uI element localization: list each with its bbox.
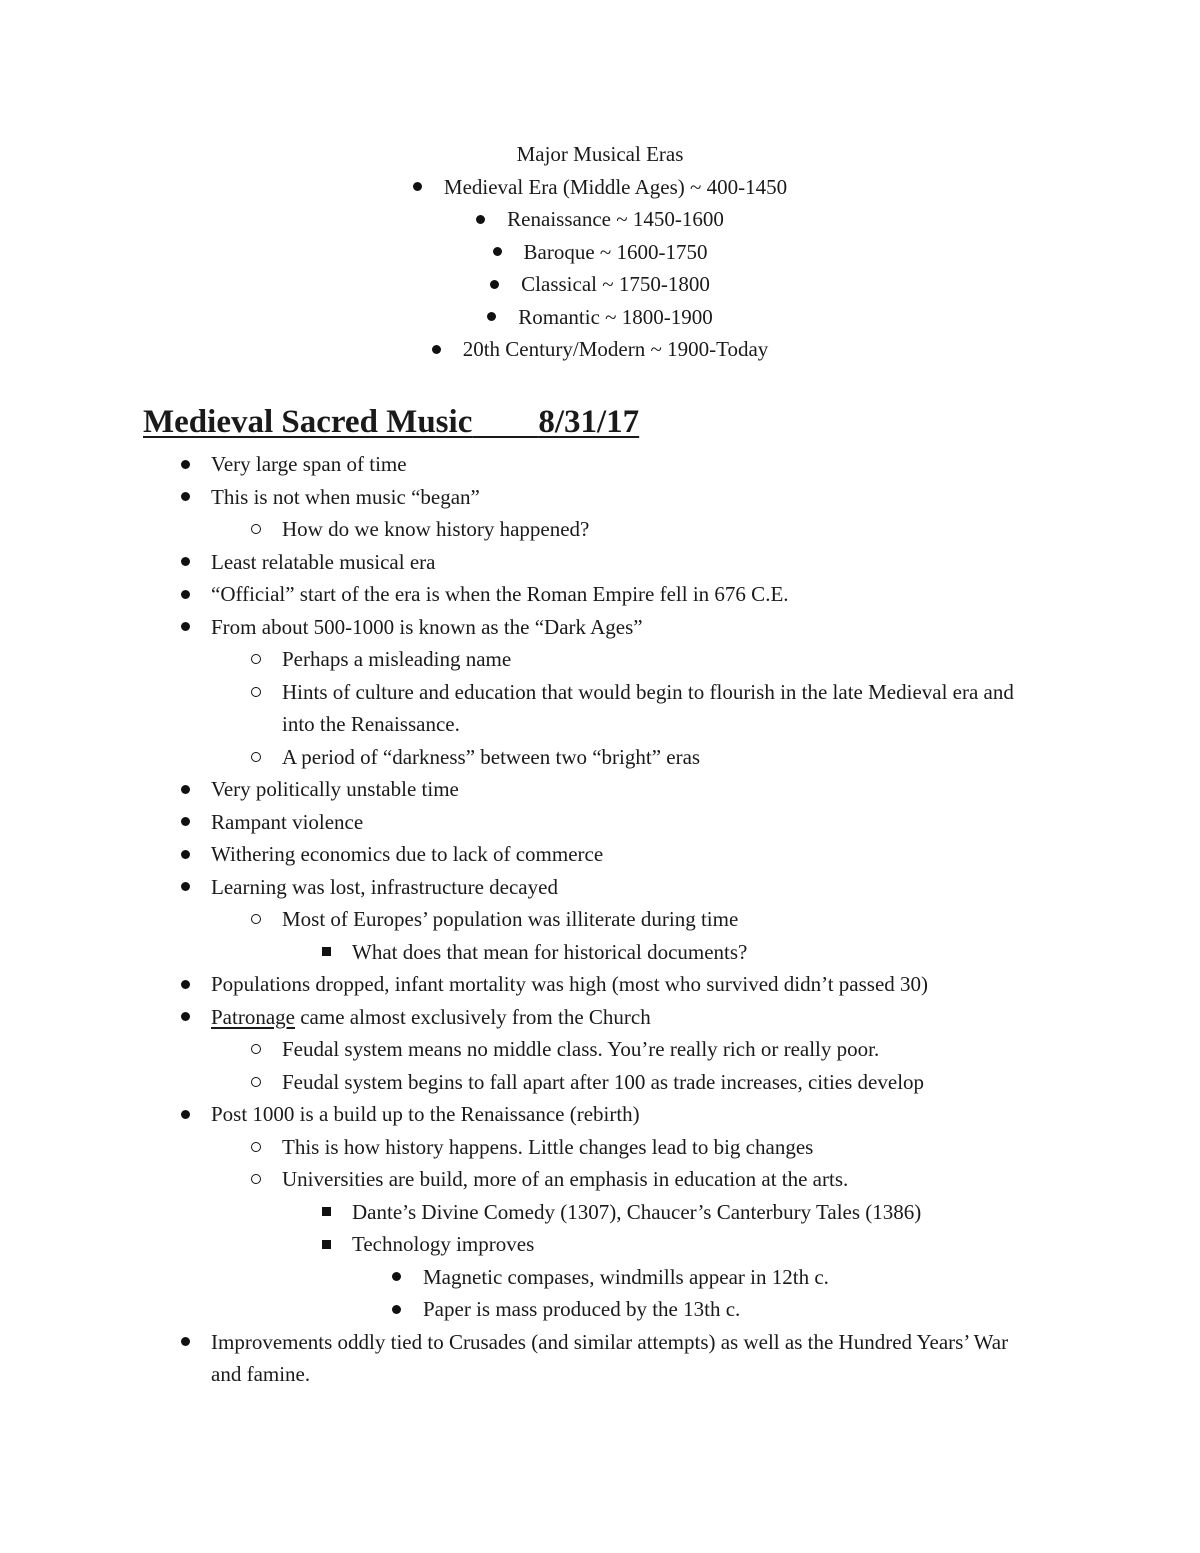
bullet-icon: [476, 215, 485, 224]
square-bullet-icon: [322, 1240, 331, 1249]
bullet-icon: [181, 980, 190, 989]
bullet-icon: [181, 492, 190, 501]
list-item: Patronage came almost exclusively from the Church: [0, 1001, 1200, 1034]
bullet-icon: [490, 280, 499, 289]
era-item: Medieval Era (Middle Ages) ~ 400-1450: [0, 171, 1200, 204]
circle-bullet-icon: [251, 1142, 261, 1152]
list-item: From about 500-1000 is known as the “Dark Ages”: [0, 611, 1200, 644]
era-item: 20th Century/Modern ~ 1900-Today: [0, 333, 1200, 366]
list-item: Least relatable musical era: [0, 546, 1200, 579]
circle-bullet-icon: [251, 687, 261, 697]
bullet-icon: [181, 785, 190, 794]
bullet-icon: [181, 882, 190, 891]
list-item: Universities are build, more of an emphasis in education at the arts.: [0, 1163, 1200, 1196]
bullet-icon: [181, 1012, 190, 1021]
bullet-icon: [181, 590, 190, 599]
bullet-icon: [181, 1337, 190, 1346]
circle-bullet-icon: [251, 524, 261, 534]
list-item: Dante’s Divine Comedy (1307), Chaucer’s Canterbury Tales (1386): [0, 1196, 1200, 1229]
bullet-icon: [181, 622, 190, 631]
eras-title: Major Musical Eras: [516, 142, 684, 166]
list-item: Feudal system means no middle class. You’re really rich or really poor.: [0, 1033, 1200, 1066]
heading-title: Medieval Sacred Music: [143, 404, 473, 440]
circle-bullet-icon: [251, 1044, 261, 1054]
era-item: Renaissance ~ 1450-1600: [0, 203, 1200, 236]
section-heading: [143, 400, 639, 444]
eras-list: [0, 138, 1200, 366]
circle-bullet-icon: [251, 1077, 261, 1087]
underlined-term: Patronage: [211, 1004, 295, 1029]
list-item: Magnetic compases, windmills appear in 12th c.: [0, 1261, 1200, 1294]
list-item: Very large span of time: [0, 448, 1200, 481]
bullet-icon: [487, 312, 496, 321]
bullet-icon: [181, 460, 190, 469]
list-item: Most of Europes’ population was illiterate during time: [0, 903, 1200, 936]
square-bullet-icon: [322, 947, 331, 956]
list-item: Hints of culture and education that would begin to flourish in the late Medieval era and into the Renaissance.: [0, 676, 1200, 741]
list-item: This is how history happens. Little changes lead to big changes: [0, 1131, 1200, 1164]
bullet-icon: [493, 247, 502, 256]
bullet-icon: [181, 850, 190, 859]
list-item: Populations dropped, infant mortality was high (most who survived didn’t passed 30): [0, 968, 1200, 1001]
list-item: “Official” start of the era is when the Roman Empire fell in 676 C.E.: [0, 578, 1200, 611]
list-item: Improvements oddly tied to Crusades (and similar attempts) as well as the Hundred Years’ War and famine.: [0, 1326, 1200, 1391]
list-item: Post 1000 is a build up to the Renaissance (rebirth): [0, 1098, 1200, 1131]
list-item: Technology improves: [0, 1228, 1200, 1261]
square-bullet-icon: [322, 1207, 331, 1216]
circle-bullet-icon: [251, 914, 261, 924]
bullet-icon: [181, 1110, 190, 1119]
bullet-icon: [413, 182, 422, 191]
notes-list: [0, 448, 1200, 1391]
list-item: Paper is mass produced by the 13th c.: [0, 1293, 1200, 1326]
list-item: Learning was lost, infrastructure decayed: [0, 871, 1200, 904]
era-item: Baroque ~ 1600-1750: [0, 236, 1200, 269]
circle-bullet-icon: [251, 752, 261, 762]
list-item: Perhaps a misleading name: [0, 643, 1200, 676]
list-item: Feudal system begins to fall apart after 100 as trade increases, cities develop: [0, 1066, 1200, 1099]
list-item: Rampant violence: [0, 806, 1200, 839]
list-item: How do we know history happened?: [0, 513, 1200, 546]
list-item: What does that mean for historical documents?: [0, 936, 1200, 969]
list-item: Withering economics due to lack of commerce: [0, 838, 1200, 871]
heading-date: 8/31/17: [538, 404, 640, 440]
bullet-icon: [181, 817, 190, 826]
era-item: Classical ~ 1750-1800: [0, 268, 1200, 301]
list-item: This is not when music “began”: [0, 481, 1200, 514]
bullet-icon: [432, 345, 441, 354]
circle-bullet-icon: [251, 1174, 261, 1184]
circle-bullet-icon: [251, 654, 261, 664]
era-item: Romantic ~ 1800-1900: [0, 301, 1200, 334]
list-item: Very politically unstable time: [0, 773, 1200, 806]
bullet-icon: [392, 1305, 401, 1314]
list-item: A period of “darkness” between two “bright” eras: [0, 741, 1200, 774]
bullet-icon: [181, 557, 190, 566]
bullet-icon: [392, 1272, 401, 1281]
